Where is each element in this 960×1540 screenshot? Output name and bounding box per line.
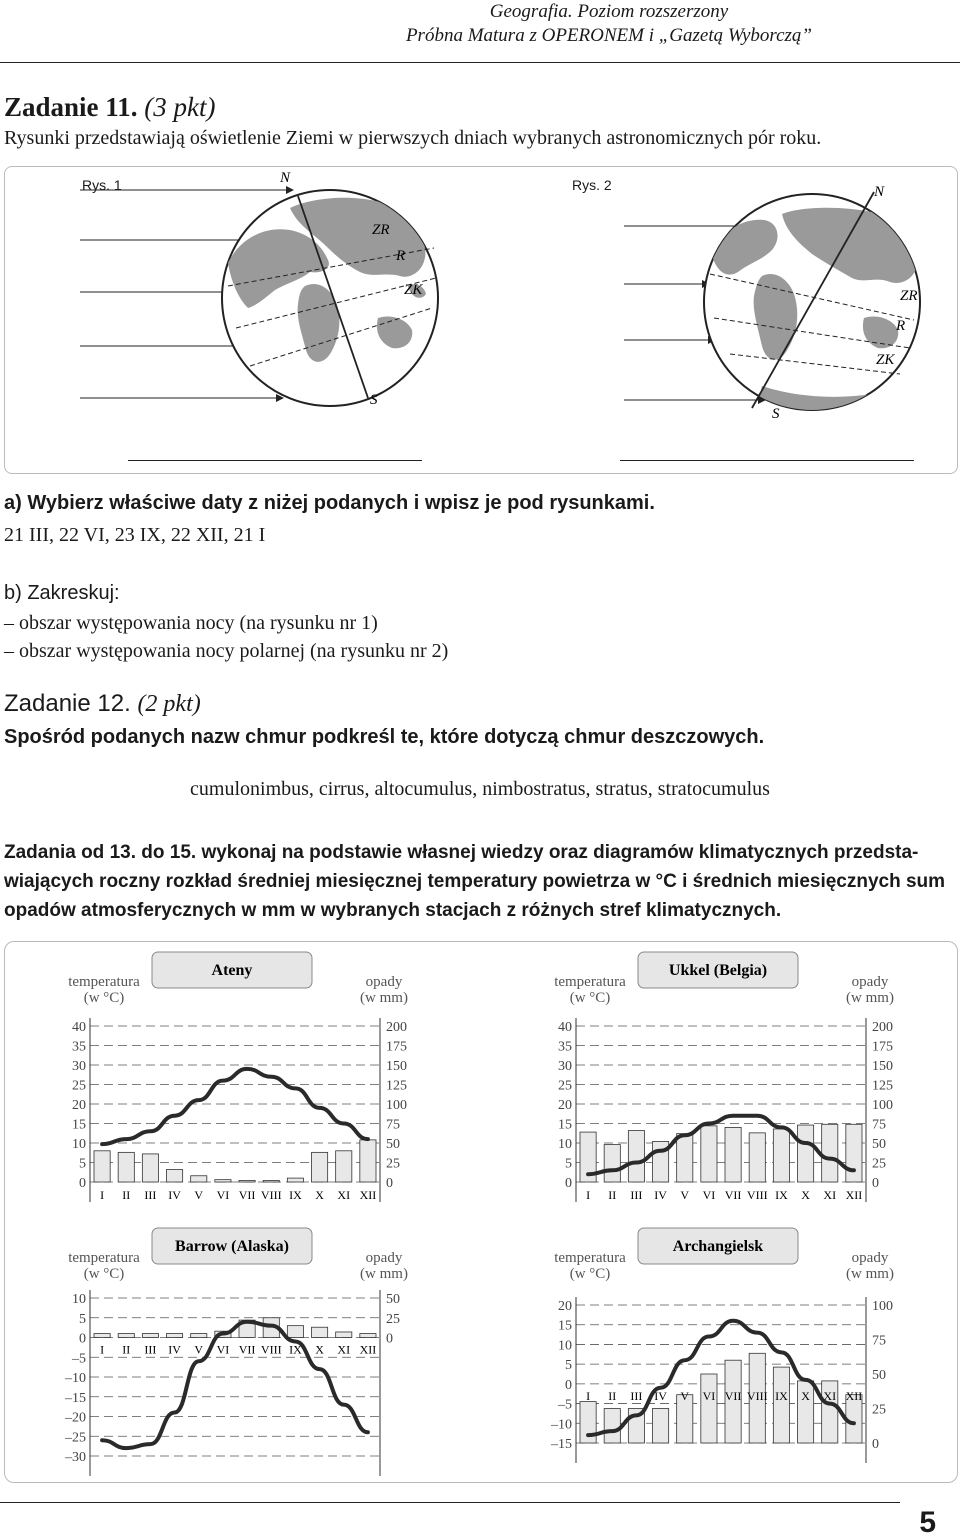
temp-tick-label: 0 (79, 1331, 86, 1347)
month-label: XI (823, 1388, 837, 1403)
month-label: X (315, 1188, 324, 1202)
precip-bar (336, 1332, 352, 1338)
temp-axis-unit: (w °C) (569, 990, 611, 1006)
prec-tick-label: 25 (872, 1156, 886, 1172)
r-label: R (396, 248, 406, 264)
prec-tick-label: 0 (872, 1176, 879, 1191)
prec-tick-label: 175 (872, 1039, 893, 1055)
temp-tick-label: –15 (551, 1437, 572, 1452)
task11-points: (3 pkt) (144, 92, 216, 122)
month-label: V (680, 1388, 690, 1403)
temp-tick-label: 15 (72, 1117, 86, 1133)
precip-bar (604, 1145, 620, 1182)
prec-tick-label: 75 (872, 1117, 886, 1133)
precip-bar (94, 1334, 110, 1338)
precip-bar (167, 1334, 183, 1338)
task11-dates: 21 III, 22 VI, 23 IX, 22 XII, 21 I (4, 524, 266, 546)
precip-bar (360, 1334, 376, 1338)
temp-tick-label: 25 (558, 1078, 572, 1094)
task13-15-line3: opadów atmosferycznych w mm w wybranych stacjach z różnych stref klimatycznych. (4, 900, 782, 921)
temp-axis-unit: (w °C) (569, 1266, 611, 1282)
month-label: VIII (746, 1388, 768, 1403)
precip-bar (653, 1409, 669, 1444)
temp-tick-label: 20 (558, 1299, 572, 1314)
temp-tick-label: –25 (65, 1430, 86, 1446)
precip-bar (677, 1134, 693, 1182)
footer-divider (0, 1502, 900, 1503)
north-label: N (874, 184, 885, 200)
precip-bar (312, 1152, 328, 1182)
temp-tick-label: –20 (65, 1410, 86, 1426)
temp-tick-label: 15 (558, 1117, 572, 1133)
month-label: III (144, 1188, 157, 1202)
month-label: IX (289, 1188, 302, 1202)
chart-title-box (152, 1228, 312, 1264)
task13-15-intro (4, 838, 958, 925)
precip-bar (263, 1180, 279, 1182)
precip-bar (118, 1152, 134, 1182)
task13-15-line2: wiających roczny rozkład średniej miesięcznej temperatury powietrza w °C i średnich miesięcznych sum (4, 871, 946, 892)
precip-bar (749, 1133, 765, 1182)
prec-axis-label: opady (851, 974, 889, 990)
month-label: II (122, 1342, 131, 1357)
chart-title-box (152, 952, 312, 988)
precip-bar (191, 1176, 207, 1182)
zr-label: ZR (372, 222, 390, 238)
month-label: X (315, 1342, 324, 1357)
temperature-line (102, 1322, 368, 1448)
month-label: IX (775, 1388, 788, 1403)
month-label: III (144, 1342, 157, 1357)
temp-tick-label: 0 (79, 1176, 86, 1191)
month-label: I (586, 1188, 591, 1202)
month-label: III (630, 1188, 643, 1202)
month-label: VI (216, 1188, 230, 1202)
precip-bar (142, 1334, 158, 1338)
month-label: V (680, 1188, 690, 1202)
precip-bar (94, 1151, 110, 1182)
prec-tick-label: 75 (386, 1117, 400, 1133)
month-label: IV (654, 1188, 667, 1202)
prec-axis-unit: (w mm) (846, 1266, 894, 1282)
temp-axis-label: temperatura (68, 974, 140, 990)
temp-tick-label: –30 (65, 1450, 86, 1465)
prec-tick-label: 100 (872, 1098, 893, 1113)
task11-part-b: b) Zakreskuj: (4, 582, 120, 604)
temp-tick-label: 40 (72, 1020, 86, 1035)
earth-illumination-fig2 (602, 168, 942, 468)
temp-tick-label: 10 (72, 1137, 86, 1152)
prec-tick-label: 0 (386, 1331, 393, 1347)
prec-tick-label: 50 (872, 1368, 886, 1383)
month-label: I (586, 1388, 591, 1403)
prec-tick-label: 0 (386, 1176, 393, 1191)
task11-b2: – obszar występowania nocy polarnej (na rysunku nr 2) (4, 640, 449, 662)
prec-tick-label: 75 (872, 1333, 886, 1349)
chart-title-box (638, 1228, 798, 1264)
precip-bar (701, 1126, 717, 1182)
cloud-names[interactable]: cumulonimbus, cirrus, altocumulus, nimbostratus, stratus, stratocumulus (190, 778, 770, 800)
month-label: IV (654, 1388, 667, 1403)
temp-tick-label: –10 (65, 1371, 86, 1386)
temp-tick-label: 30 (558, 1059, 572, 1074)
fig1-answer-line[interactable] (128, 460, 422, 461)
precip-bar (336, 1151, 352, 1182)
fig2-label: Rys. 2 (572, 177, 612, 193)
precip-bar (798, 1125, 814, 1182)
prec-tick-label: 125 (386, 1078, 407, 1094)
north-label: N (280, 170, 291, 186)
temp-tick-label: 15 (558, 1318, 572, 1334)
month-label: XII (845, 1188, 863, 1202)
prec-tick-label: 150 (872, 1059, 893, 1074)
temp-tick-label: 10 (72, 1292, 86, 1307)
temp-tick-label: –10 (551, 1417, 572, 1433)
prec-tick-label: 200 (386, 1020, 407, 1035)
prec-tick-label: 25 (386, 1311, 400, 1327)
month-label: I (100, 1188, 105, 1202)
temp-axis-unit: (w °C) (83, 990, 125, 1006)
month-label: XII (359, 1188, 377, 1202)
task11-heading (4, 92, 216, 123)
precip-bar (628, 1131, 644, 1182)
task12-instruction: Spośród podanych nazw chmur podkreśl te, które dotyczą chmur deszczowych. (4, 726, 765, 748)
prec-tick-label: 175 (386, 1039, 407, 1055)
month-label: XI (823, 1188, 837, 1202)
precip-bar (822, 1124, 838, 1182)
month-label: X (801, 1188, 810, 1202)
prec-tick-label: 25 (872, 1402, 886, 1418)
prec-axis-unit: (w mm) (846, 990, 894, 1006)
temp-tick-label: 10 (558, 1137, 572, 1152)
task12-title: Zadanie 12. (4, 690, 131, 717)
climate-chart-barrow (56, 1226, 436, 1476)
temp-tick-label: 0 (565, 1377, 572, 1393)
month-label: III (630, 1388, 643, 1403)
prec-tick-label: 200 (872, 1020, 893, 1035)
temp-tick-label: 0 (565, 1176, 572, 1191)
temp-tick-label: 30 (72, 1059, 86, 1074)
month-label: VII (724, 1188, 742, 1202)
precip-bar (773, 1129, 789, 1182)
month-label: V (194, 1342, 204, 1357)
temp-tick-label: –5 (558, 1397, 572, 1413)
month-label: II (608, 1188, 617, 1202)
header-divider (0, 62, 960, 63)
prec-tick-label: 0 (872, 1437, 879, 1452)
prec-axis-unit: (w mm) (360, 990, 408, 1006)
month-label: IX (775, 1188, 788, 1202)
month-label: II (608, 1388, 617, 1403)
month-label: VII (724, 1388, 742, 1403)
fig1-label: Rys. 1 (82, 177, 122, 193)
south-label: S (772, 406, 780, 422)
task12-points: (2 pkt) (137, 691, 201, 717)
month-label: XI (337, 1342, 351, 1357)
prec-axis-unit: (w mm) (360, 1266, 408, 1282)
temp-tick-label: 5 (79, 1156, 86, 1172)
month-label: V (194, 1188, 204, 1202)
temp-tick-label: –15 (65, 1390, 86, 1406)
month-label: XII (359, 1342, 377, 1357)
r-label: R (896, 318, 906, 334)
precip-bar (215, 1180, 231, 1182)
month-label: VII (238, 1188, 256, 1202)
prec-tick-label: 50 (386, 1292, 400, 1307)
temp-tick-label: 20 (72, 1098, 86, 1113)
task11-b1: – obszar występowania nocy (na rysunku nr 1) (4, 612, 378, 634)
header-exam: Próbna Matura z OPERONEM i „Gazetą Wyborczą” (405, 25, 812, 46)
prec-tick-label: 150 (386, 1059, 407, 1074)
precip-bar (725, 1127, 741, 1182)
temp-axis-label: temperatura (68, 1250, 140, 1266)
month-label: VIII (260, 1188, 282, 1202)
precip-bar (191, 1334, 207, 1338)
page-number: 5 (919, 1506, 936, 1539)
precip-bar (142, 1154, 158, 1182)
month-label: VIII (746, 1188, 768, 1202)
prec-tick-label: 50 (386, 1137, 400, 1152)
temp-tick-label: 25 (72, 1078, 86, 1094)
temp-tick-label: 10 (558, 1338, 572, 1354)
chart-title: Barrow (Alaska) (175, 1238, 289, 1255)
month-label: VI (702, 1188, 716, 1202)
temp-tick-label: 5 (565, 1156, 572, 1172)
month-label: II (122, 1188, 131, 1202)
month-label: XI (337, 1188, 351, 1202)
task11-part-a: a) Wybierz właściwe daty z niżej podanych i wpisz je pod rysunkami. (4, 492, 655, 514)
task13-15-line1: Zadania od 13. do 15. wykonaj na podstawie własnej wiedzy oraz diagramów klimatycznych przedsta- (4, 842, 919, 863)
precip-bar (604, 1409, 620, 1444)
prec-tick-label: 125 (872, 1078, 893, 1094)
climate-chart-archangielsk (542, 1226, 922, 1476)
month-label: X (801, 1388, 810, 1403)
precip-bar (773, 1367, 789, 1443)
zr-label: ZR (900, 288, 918, 304)
prec-axis-label: opady (851, 1250, 889, 1266)
month-label: VII (238, 1342, 256, 1357)
precip-bar (239, 1180, 255, 1182)
temp-tick-label: 35 (558, 1039, 572, 1055)
precip-bar (701, 1374, 717, 1443)
temp-tick-label: 40 (558, 1020, 572, 1035)
task11-intro: Rysunki przedstawiają oświetlenie Ziemi w pierwszych dniach wybranych astronomicznych pór roku. (4, 127, 822, 149)
header-subject: Geografia. Poziom rozszerzony (489, 1, 729, 22)
prec-axis-label: opady (365, 1250, 403, 1266)
task11-title: Zadanie 11. (4, 92, 138, 122)
chart-title: Ateny (211, 962, 253, 979)
precip-bar (846, 1124, 862, 1182)
month-label: VIII (260, 1342, 282, 1357)
temp-axis-unit: (w °C) (83, 1266, 125, 1282)
temp-tick-label: 35 (72, 1039, 86, 1055)
chart-title-box (638, 952, 798, 988)
prec-tick-label: 50 (872, 1137, 886, 1152)
temp-axis-label: temperatura (554, 1250, 626, 1266)
task12-heading (4, 690, 201, 718)
month-label: IV (168, 1188, 181, 1202)
climate-chart-ateny (56, 950, 436, 1212)
temp-tick-label: 5 (79, 1311, 86, 1327)
precip-bar (287, 1326, 303, 1338)
precip-bar (167, 1170, 183, 1182)
month-label: XII (845, 1388, 863, 1403)
prec-tick-label: 25 (386, 1156, 400, 1172)
temp-axis-label: temperatura (554, 974, 626, 990)
fig2-answer-line[interactable] (620, 460, 914, 461)
precip-bar (118, 1334, 134, 1338)
page-header (406, 0, 812, 48)
temp-tick-label: 5 (565, 1358, 572, 1374)
climate-chart-ukkel (542, 950, 922, 1212)
prec-tick-label: 100 (872, 1299, 893, 1314)
zk-label: ZK (876, 352, 895, 368)
prec-tick-label: 100 (386, 1098, 407, 1113)
chart-title: Ukkel (Belgia) (668, 962, 768, 979)
temp-tick-label: 20 (558, 1098, 572, 1113)
month-label: VI (216, 1342, 230, 1357)
month-label: IV (168, 1342, 181, 1357)
month-label: VI (702, 1388, 716, 1403)
zk-label: ZK (404, 282, 423, 298)
south-label: S (370, 392, 378, 408)
prec-axis-label: opady (365, 974, 403, 990)
temperature-line (102, 1069, 368, 1144)
precip-bar (360, 1140, 376, 1182)
precip-bar (312, 1327, 328, 1337)
precip-bar (287, 1178, 303, 1182)
month-label: IX (289, 1342, 302, 1357)
month-label: I (100, 1342, 105, 1357)
earth-illumination-fig1 (60, 168, 460, 468)
chart-title: Archangielsk (672, 1238, 764, 1255)
temp-tick-label: –5 (72, 1351, 86, 1367)
